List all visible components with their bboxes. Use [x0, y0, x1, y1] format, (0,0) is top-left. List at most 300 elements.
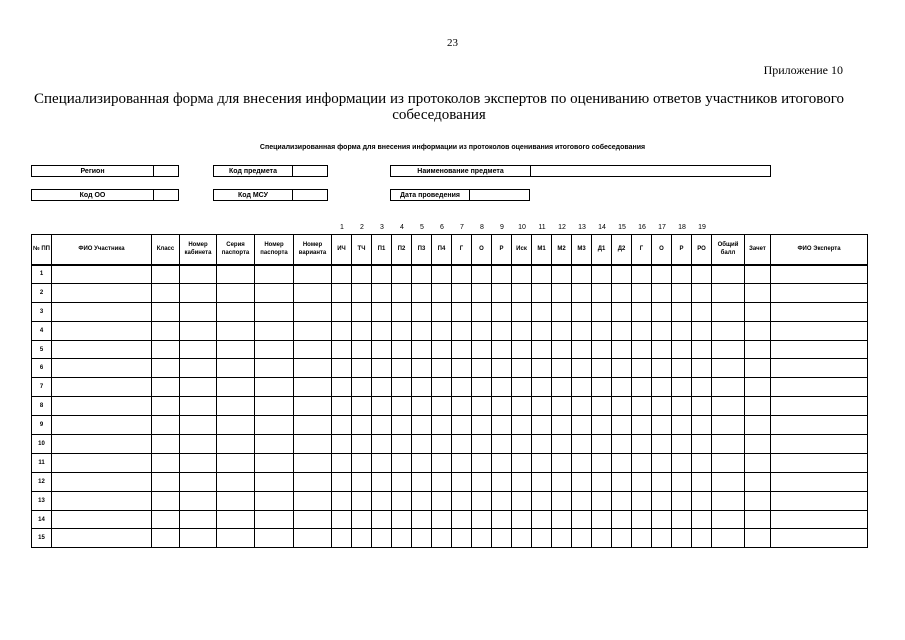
table-cell[interactable]: [432, 340, 452, 359]
table-cell[interactable]: [632, 453, 652, 472]
table-cell[interactable]: [552, 378, 572, 397]
table-cell[interactable]: [352, 435, 372, 454]
table-cell[interactable]: [332, 397, 352, 416]
table-cell[interactable]: [452, 340, 472, 359]
table-cell[interactable]: [452, 472, 472, 491]
table-cell[interactable]: [492, 472, 512, 491]
table-cell[interactable]: [372, 283, 392, 302]
table-cell[interactable]: [452, 435, 472, 454]
table-cell[interactable]: [255, 435, 294, 454]
table-cell[interactable]: [572, 491, 592, 510]
table-cell[interactable]: [492, 491, 512, 510]
table-cell[interactable]: [712, 453, 745, 472]
table-cell[interactable]: [372, 416, 392, 435]
table-cell[interactable]: [492, 453, 512, 472]
table-cell[interactable]: [612, 340, 632, 359]
table-cell[interactable]: [452, 397, 472, 416]
table-cell[interactable]: [652, 510, 672, 529]
table-cell[interactable]: [612, 283, 632, 302]
table-cell[interactable]: [392, 510, 412, 529]
table-cell[interactable]: [512, 529, 532, 548]
table-cell[interactable]: [352, 378, 372, 397]
table-cell[interactable]: [152, 435, 180, 454]
table-cell[interactable]: [712, 435, 745, 454]
table-cell[interactable]: [771, 340, 868, 359]
table-cell[interactable]: [472, 321, 492, 340]
table-cell[interactable]: [512, 340, 532, 359]
table-cell[interactable]: [372, 302, 392, 321]
table-cell[interactable]: [372, 453, 392, 472]
table-cell[interactable]: [632, 510, 652, 529]
table-cell[interactable]: [352, 491, 372, 510]
table-cell[interactable]: [532, 359, 552, 378]
table-cell[interactable]: [492, 529, 512, 548]
table-cell[interactable]: [672, 283, 692, 302]
table-cell[interactable]: [152, 302, 180, 321]
table-cell[interactable]: [52, 472, 152, 491]
table-cell[interactable]: [572, 416, 592, 435]
table-cell[interactable]: [692, 265, 712, 284]
table-cell[interactable]: [412, 510, 432, 529]
table-cell[interactable]: [512, 491, 532, 510]
table-cell[interactable]: [432, 397, 452, 416]
table-cell[interactable]: [392, 529, 412, 548]
table-cell[interactable]: [672, 453, 692, 472]
table-cell[interactable]: [152, 397, 180, 416]
table-cell[interactable]: [512, 359, 532, 378]
table-cell[interactable]: [180, 510, 217, 529]
table-cell[interactable]: [352, 359, 372, 378]
table-cell[interactable]: [412, 472, 432, 491]
table-cell[interactable]: [771, 529, 868, 548]
table-cell[interactable]: [552, 529, 572, 548]
table-cell[interactable]: [632, 529, 652, 548]
table-cell[interactable]: [612, 378, 632, 397]
table-cell[interactable]: [652, 453, 672, 472]
table-cell[interactable]: [412, 435, 432, 454]
table-cell[interactable]: [452, 416, 472, 435]
table-cell[interactable]: [692, 359, 712, 378]
table-cell[interactable]: [672, 491, 692, 510]
table-cell[interactable]: [152, 321, 180, 340]
table-cell[interactable]: [217, 340, 255, 359]
table-cell[interactable]: [432, 378, 452, 397]
table-cell[interactable]: [332, 529, 352, 548]
table-cell[interactable]: [392, 302, 412, 321]
table-cell[interactable]: [552, 491, 572, 510]
table-cell[interactable]: [692, 472, 712, 491]
table-cell[interactable]: [332, 453, 352, 472]
table-cell[interactable]: [255, 378, 294, 397]
table-cell[interactable]: [612, 510, 632, 529]
table-cell[interactable]: [412, 453, 432, 472]
table-cell[interactable]: [771, 265, 868, 284]
table-cell[interactable]: [552, 321, 572, 340]
table-cell[interactable]: [412, 265, 432, 284]
table-cell[interactable]: [392, 283, 412, 302]
table-cell[interactable]: [412, 359, 432, 378]
table-cell[interactable]: [180, 472, 217, 491]
table-cell[interactable]: [52, 302, 152, 321]
table-cell[interactable]: [692, 491, 712, 510]
table-cell[interactable]: [472, 265, 492, 284]
table-cell[interactable]: [492, 397, 512, 416]
table-cell[interactable]: [745, 302, 771, 321]
table-cell[interactable]: [532, 265, 552, 284]
table-cell[interactable]: [771, 510, 868, 529]
table-cell[interactable]: [652, 378, 672, 397]
table-cell[interactable]: [712, 340, 745, 359]
table-cell[interactable]: [392, 491, 412, 510]
table-cell[interactable]: [472, 283, 492, 302]
table-cell[interactable]: [52, 435, 152, 454]
table-cell[interactable]: [745, 397, 771, 416]
table-cell[interactable]: [612, 491, 632, 510]
table-cell[interactable]: [492, 302, 512, 321]
table-cell[interactable]: [217, 416, 255, 435]
table-cell[interactable]: [592, 340, 612, 359]
table-cell[interactable]: [532, 529, 552, 548]
table-cell[interactable]: [372, 491, 392, 510]
table-cell[interactable]: [452, 378, 472, 397]
table-cell[interactable]: [492, 340, 512, 359]
table-cell[interactable]: [771, 321, 868, 340]
table-cell[interactable]: [352, 283, 372, 302]
table-cell[interactable]: [372, 340, 392, 359]
table-cell[interactable]: [692, 453, 712, 472]
table-cell[interactable]: [392, 453, 412, 472]
table-cell[interactable]: [632, 283, 652, 302]
table-cell[interactable]: [745, 359, 771, 378]
table-cell[interactable]: [392, 472, 412, 491]
table-cell[interactable]: [372, 359, 392, 378]
table-cell[interactable]: [592, 359, 612, 378]
table-cell[interactable]: [712, 321, 745, 340]
table-cell[interactable]: [512, 472, 532, 491]
table-cell[interactable]: [745, 321, 771, 340]
table-cell[interactable]: [152, 283, 180, 302]
table-cell[interactable]: [52, 265, 152, 284]
table-cell[interactable]: [712, 302, 745, 321]
table-cell[interactable]: [152, 416, 180, 435]
table-cell[interactable]: [255, 472, 294, 491]
table-cell[interactable]: [452, 453, 472, 472]
table-cell[interactable]: [672, 510, 692, 529]
table-cell[interactable]: [412, 397, 432, 416]
table-cell[interactable]: [352, 510, 372, 529]
table-cell[interactable]: [52, 340, 152, 359]
table-cell[interactable]: [332, 340, 352, 359]
table-cell[interactable]: [432, 435, 452, 454]
table-cell[interactable]: [180, 302, 217, 321]
table-cell[interactable]: [152, 529, 180, 548]
table-cell[interactable]: [180, 491, 217, 510]
table-cell[interactable]: [672, 397, 692, 416]
table-cell[interactable]: [592, 321, 612, 340]
table-cell[interactable]: [632, 472, 652, 491]
table-cell[interactable]: [432, 321, 452, 340]
oo-code-value[interactable]: [154, 190, 178, 200]
table-cell[interactable]: [652, 265, 672, 284]
table-cell[interactable]: [552, 283, 572, 302]
table-cell[interactable]: [294, 453, 332, 472]
table-cell[interactable]: [332, 472, 352, 491]
table-cell[interactable]: [432, 472, 452, 491]
table-cell[interactable]: [745, 265, 771, 284]
table-cell[interactable]: [217, 321, 255, 340]
table-cell[interactable]: [672, 435, 692, 454]
table-cell[interactable]: [217, 359, 255, 378]
table-cell[interactable]: [492, 435, 512, 454]
table-cell[interactable]: [352, 321, 372, 340]
table-cell[interactable]: [432, 283, 452, 302]
table-cell[interactable]: [352, 453, 372, 472]
table-cell[interactable]: [412, 529, 432, 548]
table-cell[interactable]: [672, 529, 692, 548]
table-cell[interactable]: [692, 340, 712, 359]
table-cell[interactable]: [352, 529, 372, 548]
table-cell[interactable]: [632, 491, 652, 510]
table-cell[interactable]: [392, 416, 412, 435]
table-cell[interactable]: [572, 378, 592, 397]
table-cell[interactable]: [294, 302, 332, 321]
table-cell[interactable]: [532, 472, 552, 491]
table-cell[interactable]: [255, 321, 294, 340]
table-cell[interactable]: [332, 491, 352, 510]
table-cell[interactable]: [572, 529, 592, 548]
table-cell[interactable]: [712, 283, 745, 302]
table-cell[interactable]: [612, 265, 632, 284]
table-cell[interactable]: [745, 416, 771, 435]
table-cell[interactable]: [352, 265, 372, 284]
table-cell[interactable]: [712, 491, 745, 510]
table-cell[interactable]: [612, 435, 632, 454]
table-cell[interactable]: [294, 472, 332, 491]
table-cell[interactable]: [712, 359, 745, 378]
region-value[interactable]: [154, 166, 178, 176]
table-cell[interactable]: [612, 529, 632, 548]
table-cell[interactable]: [572, 510, 592, 529]
table-cell[interactable]: [294, 359, 332, 378]
subject-code-value[interactable]: [293, 166, 327, 176]
table-cell[interactable]: [572, 265, 592, 284]
table-cell[interactable]: [652, 491, 672, 510]
table-cell[interactable]: [52, 453, 152, 472]
table-cell[interactable]: [492, 265, 512, 284]
table-cell[interactable]: [294, 416, 332, 435]
table-cell[interactable]: [712, 510, 745, 529]
table-cell[interactable]: [492, 510, 512, 529]
table-cell[interactable]: [332, 359, 352, 378]
table-cell[interactable]: [255, 416, 294, 435]
table-cell[interactable]: [412, 340, 432, 359]
table-cell[interactable]: [771, 397, 868, 416]
table-cell[interactable]: [652, 302, 672, 321]
table-cell[interactable]: [412, 321, 432, 340]
table-cell[interactable]: [592, 265, 612, 284]
subject-name-field[interactable]: [390, 165, 771, 177]
table-cell[interactable]: [452, 321, 472, 340]
table-cell[interactable]: [217, 435, 255, 454]
table-cell[interactable]: [612, 453, 632, 472]
table-cell[interactable]: [512, 302, 532, 321]
table-cell[interactable]: [712, 529, 745, 548]
table-cell[interactable]: [392, 340, 412, 359]
table-cell[interactable]: [255, 265, 294, 284]
table-cell[interactable]: [712, 265, 745, 284]
table-cell[interactable]: [152, 359, 180, 378]
table-cell[interactable]: [632, 265, 652, 284]
table-cell[interactable]: [672, 265, 692, 284]
table-cell[interactable]: [452, 491, 472, 510]
table-cell[interactable]: [771, 435, 868, 454]
table-cell[interactable]: [392, 435, 412, 454]
table-cell[interactable]: [452, 529, 472, 548]
table-cell[interactable]: [332, 435, 352, 454]
table-cell[interactable]: [352, 340, 372, 359]
table-cell[interactable]: [472, 435, 492, 454]
table-cell[interactable]: [532, 416, 552, 435]
table-cell[interactable]: [472, 359, 492, 378]
table-cell[interactable]: [632, 378, 652, 397]
table-cell[interactable]: [572, 302, 592, 321]
table-cell[interactable]: [392, 321, 412, 340]
table-cell[interactable]: [692, 529, 712, 548]
table-cell[interactable]: [771, 491, 868, 510]
table-cell[interactable]: [652, 321, 672, 340]
table-cell[interactable]: [392, 359, 412, 378]
table-cell[interactable]: [432, 416, 452, 435]
table-cell[interactable]: [180, 453, 217, 472]
table-cell[interactable]: [152, 265, 180, 284]
table-cell[interactable]: [52, 491, 152, 510]
table-cell[interactable]: [255, 359, 294, 378]
table-cell[interactable]: [332, 378, 352, 397]
table-cell[interactable]: [672, 302, 692, 321]
table-cell[interactable]: [552, 302, 572, 321]
table-cell[interactable]: [632, 416, 652, 435]
table-cell[interactable]: [692, 416, 712, 435]
table-cell[interactable]: [255, 283, 294, 302]
table-cell[interactable]: [552, 510, 572, 529]
table-cell[interactable]: [592, 491, 612, 510]
table-cell[interactable]: [512, 265, 532, 284]
table-cell[interactable]: [472, 340, 492, 359]
table-cell[interactable]: [332, 283, 352, 302]
table-cell[interactable]: [612, 472, 632, 491]
table-cell[interactable]: [152, 472, 180, 491]
table-cell[interactable]: [294, 397, 332, 416]
date-field[interactable]: [390, 189, 530, 201]
table-cell[interactable]: [612, 397, 632, 416]
table-cell[interactable]: [52, 510, 152, 529]
table-cell[interactable]: [492, 378, 512, 397]
table-cell[interactable]: [771, 378, 868, 397]
table-cell[interactable]: [672, 321, 692, 340]
table-cell[interactable]: [512, 283, 532, 302]
table-cell[interactable]: [392, 378, 412, 397]
table-cell[interactable]: [632, 302, 652, 321]
table-cell[interactable]: [180, 529, 217, 548]
table-cell[interactable]: [745, 472, 771, 491]
table-cell[interactable]: [672, 359, 692, 378]
table-cell[interactable]: [452, 359, 472, 378]
table-cell[interactable]: [652, 472, 672, 491]
table-cell[interactable]: [372, 397, 392, 416]
table-cell[interactable]: [294, 283, 332, 302]
table-cell[interactable]: [472, 416, 492, 435]
table-cell[interactable]: [255, 529, 294, 548]
table-cell[interactable]: [632, 435, 652, 454]
table-cell[interactable]: [372, 265, 392, 284]
table-cell[interactable]: [532, 340, 552, 359]
table-cell[interactable]: [432, 359, 452, 378]
table-cell[interactable]: [452, 510, 472, 529]
table-cell[interactable]: [217, 529, 255, 548]
table-cell[interactable]: [612, 302, 632, 321]
table-cell[interactable]: [652, 529, 672, 548]
table-cell[interactable]: [652, 283, 672, 302]
table-cell[interactable]: [532, 435, 552, 454]
table-cell[interactable]: [492, 321, 512, 340]
msu-code-value[interactable]: [293, 190, 327, 200]
table-cell[interactable]: [255, 397, 294, 416]
table-cell[interactable]: [712, 397, 745, 416]
table-cell[interactable]: [552, 453, 572, 472]
table-cell[interactable]: [152, 491, 180, 510]
table-cell[interactable]: [217, 491, 255, 510]
table-cell[interactable]: [652, 340, 672, 359]
table-cell[interactable]: [592, 397, 612, 416]
table-cell[interactable]: [255, 453, 294, 472]
table-cell[interactable]: [472, 453, 492, 472]
table-cell[interactable]: [472, 472, 492, 491]
table-cell[interactable]: [532, 321, 552, 340]
table-cell[interactable]: [572, 472, 592, 491]
table-cell[interactable]: [512, 435, 532, 454]
table-cell[interactable]: [294, 435, 332, 454]
table-cell[interactable]: [332, 416, 352, 435]
table-cell[interactable]: [52, 397, 152, 416]
table-cell[interactable]: [294, 265, 332, 284]
table-cell[interactable]: [552, 435, 572, 454]
table-cell[interactable]: [294, 340, 332, 359]
table-cell[interactable]: [412, 491, 432, 510]
table-cell[interactable]: [712, 472, 745, 491]
table-cell[interactable]: [332, 321, 352, 340]
table-cell[interactable]: [592, 302, 612, 321]
table-cell[interactable]: [372, 378, 392, 397]
table-cell[interactable]: [180, 340, 217, 359]
msu-code-field[interactable]: [213, 189, 328, 201]
table-cell[interactable]: [372, 435, 392, 454]
table-cell[interactable]: [217, 397, 255, 416]
table-cell[interactable]: [672, 416, 692, 435]
table-cell[interactable]: [492, 359, 512, 378]
table-cell[interactable]: [372, 472, 392, 491]
table-cell[interactable]: [52, 529, 152, 548]
table-cell[interactable]: [652, 397, 672, 416]
table-cell[interactable]: [432, 453, 452, 472]
table-cell[interactable]: [771, 359, 868, 378]
table-cell[interactable]: [472, 529, 492, 548]
table-cell[interactable]: [612, 416, 632, 435]
table-cell[interactable]: [692, 321, 712, 340]
table-cell[interactable]: [432, 491, 452, 510]
subject-name-value[interactable]: [531, 166, 770, 176]
table-cell[interactable]: [572, 359, 592, 378]
table-cell[interactable]: [771, 302, 868, 321]
